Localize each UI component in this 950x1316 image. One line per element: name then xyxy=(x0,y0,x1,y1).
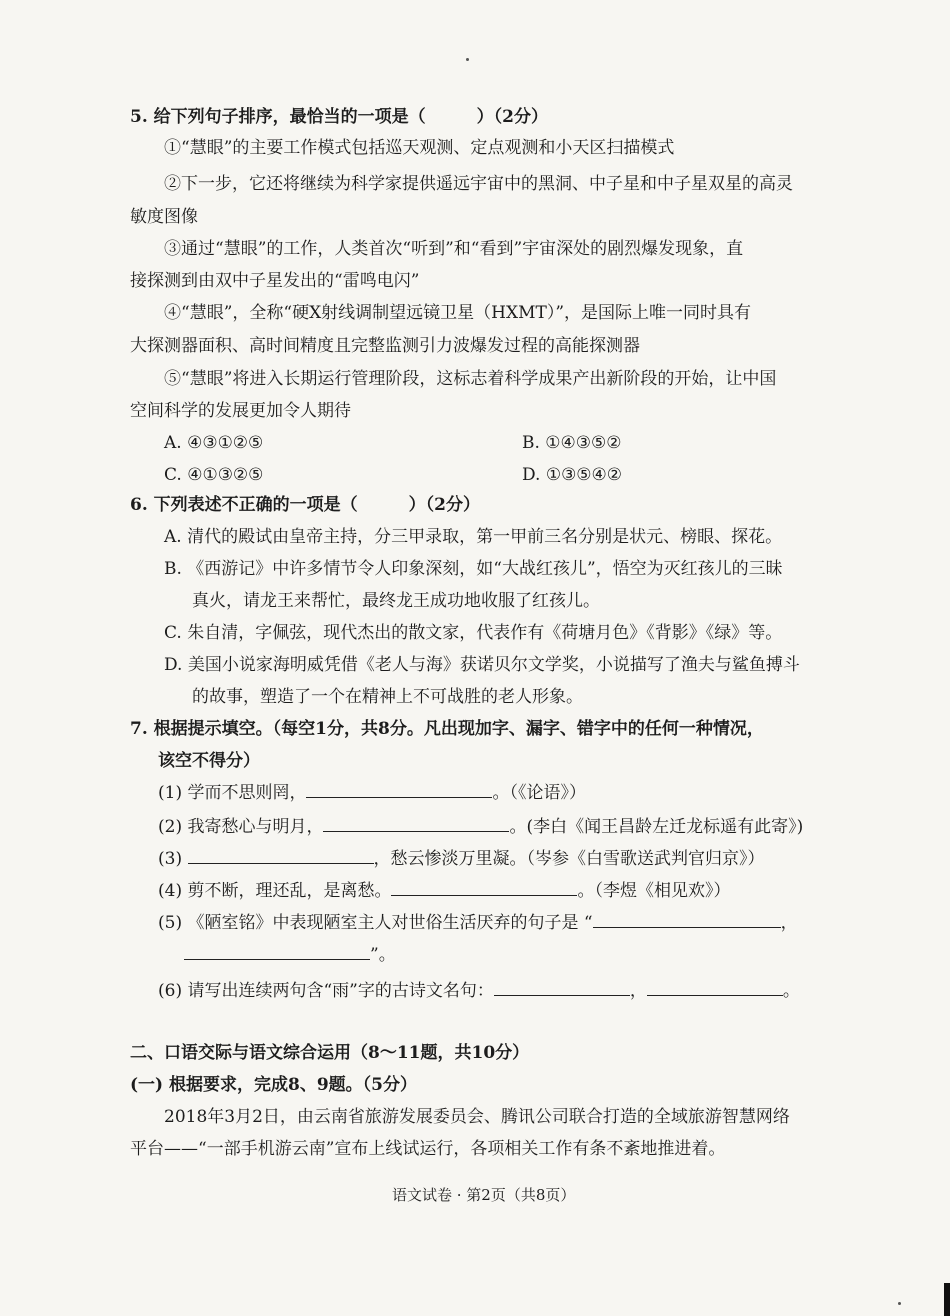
q5-stem: 5. 给下列句子排序，最恰当的一项是（ ）（2分） xyxy=(130,107,548,127)
q6-option-d-line-2: 的故事，塑造了一个在精神上不可战胜的老人形象。 xyxy=(192,687,583,707)
q7-item-6-period: 。 xyxy=(782,981,800,1001)
q5-option-d: D. ①③⑤④② xyxy=(522,465,623,485)
q6-stem: 6. 下列表述不正确的一项是（ ）（2分） xyxy=(130,495,480,515)
q6-option-d-line-1: D. 美国小说家海明威凭借《老人与海》获诺贝尔文学奖，小说描写了渔夫与鲨鱼搏斗 xyxy=(164,655,800,675)
q7-item-5-blank-2[interactable] xyxy=(184,945,370,960)
q7-item-3-blank[interactable] xyxy=(188,849,374,864)
q7-stem-line-2: 该空不得分） xyxy=(158,751,260,771)
q7-item-1-blank[interactable] xyxy=(306,783,492,798)
q5-sentence-2-line-1: ②下一步，它还将继续为科学家提供遥远宇宙中的黑洞、中子星和中子星双星的高灵 xyxy=(164,174,793,194)
q7-stem-line-1: 7. 根据提示填空。（每空1分，共8分。凡出现加字、漏字、错字中的任何一种情况， xyxy=(130,719,764,739)
q5-option-b: B. ①④③⑤② xyxy=(522,433,622,453)
section-2-title: 二、口语交际与语文综合运用（8～11题，共10分） xyxy=(130,1043,530,1063)
scan-speck xyxy=(466,58,469,61)
q7-item-6-blank-2[interactable] xyxy=(647,981,783,996)
q7-item-1-source: 。（《论语》） xyxy=(492,783,586,803)
page-footer: 语文试卷 · 第2页（共8页） xyxy=(392,1186,576,1204)
q7-item-2 xyxy=(158,816,803,838)
q7-item-5-prefix: (5) 《陋室铭》中表现陋室主人对世俗生活厌弃的句子是 “ xyxy=(158,913,593,933)
q7-item-2-source: 。(李白《闻王昌龄左迁龙标遥有此寄》) xyxy=(509,817,804,837)
q5-sentence-5-line-1: ⑤“慧眼”将进入长期运行管理阶段，这标志着科学成果产出新阶段的开始，让中国 xyxy=(164,369,777,389)
q7-item-6-comma: ， xyxy=(629,981,647,1001)
q5-sentence-1: ①“慧眼”的主要工作模式包括巡天观测、定点观测和小天区扫描模式 xyxy=(164,138,675,158)
q7-item-4-blank[interactable] xyxy=(391,881,577,896)
q5-sentence-3-line-2: 接探测到由双中子星发出的“雷鸣电闪” xyxy=(130,271,420,291)
q7-item-3 xyxy=(158,848,765,870)
scan-speck xyxy=(898,1302,901,1305)
section-2-subheading: (一) 根据要求，完成8、9题。（5分） xyxy=(130,1075,417,1095)
q5-sentence-4-line-1: ④“慧眼”，全称“硬X射线调制望远镜卫星（HXMT）”，是国际上唯一同时具有 xyxy=(164,303,752,323)
q5-sentence-2-line-2: 敏度图像 xyxy=(130,207,198,227)
q5-sentence-5-line-2: 空间科学的发展更加令人期待 xyxy=(130,401,351,421)
q7-item-6 xyxy=(158,980,800,1002)
section-2-paragraph-line-2: 平台——“一部手机游云南”宣布上线试运行，各项相关工作有条不紊地推进着。 xyxy=(130,1139,726,1159)
q5-sentence-3-line-1: ③通过“慧眼”的工作，人类首次“听到”和“看到”宇宙深处的剧烈爆发现象，直 xyxy=(164,239,744,259)
q7-item-6-prefix: (6) 请写出连续两句含“雨”字的古诗文名句： xyxy=(158,981,494,1001)
q7-item-5-blank-1[interactable] xyxy=(593,913,781,928)
q7-item-4 xyxy=(158,880,730,902)
q7-item-2-prefix: (2) 我寄愁心与明月， xyxy=(158,817,324,837)
q7-item-5-close: ”。 xyxy=(370,945,396,965)
q7-item-6-blank-1[interactable] xyxy=(494,981,630,996)
q5-option-c: C. ④①③②⑤ xyxy=(164,465,264,485)
q7-item-4-prefix: (4) 剪不断，理还乱，是离愁。 xyxy=(158,881,392,901)
q7-item-5 xyxy=(158,912,798,934)
q7-item-5-comma: ， xyxy=(780,913,798,933)
q6-option-a: A. 清代的殿试由皇帝主持，分三甲录取，第一甲前三名分别是状元、榜眼、探花。 xyxy=(164,527,783,547)
scan-edge-mark xyxy=(944,1283,950,1316)
q6-option-b-line-1: B. 《西游记》中许多情节令人印象深刻，如“大战红孩儿”，悟空为灭红孩儿的三昧 xyxy=(164,559,783,579)
q6-option-b-line-2: 真火，请龙王来帮忙，最终龙王成功地收服了红孩儿。 xyxy=(192,591,600,611)
q5-option-a: A. ④③①②⑤ xyxy=(164,433,264,453)
q7-item-5-continued xyxy=(184,944,396,966)
q7-item-1-prefix: (1) 学而不思则罔， xyxy=(158,783,307,803)
q7-item-2-blank[interactable] xyxy=(323,817,509,832)
q7-item-4-source: 。（李煜《相见欢》） xyxy=(577,881,731,901)
q7-item-3-prefix: (3) xyxy=(158,849,183,869)
q7-item-1 xyxy=(158,782,586,804)
q7-item-3-suffix: ，愁云惨淡万里凝。（岑参《白雪歌送武判官归京》） xyxy=(373,849,765,869)
q5-sentence-4-line-2: 大探测器面积、高时间精度且完整监测引力波爆发过程的高能探测器 xyxy=(130,336,640,356)
q6-option-c: C. 朱自清，字佩弦，现代杰出的散文家，代表作有《荷塘月色》《背影》《绿》等。 xyxy=(164,623,783,643)
section-2-paragraph-line-1: 2018年3月2日，由云南省旅游发展委员会、腾讯公司联合打造的全域旅游智慧网络 xyxy=(164,1107,790,1127)
